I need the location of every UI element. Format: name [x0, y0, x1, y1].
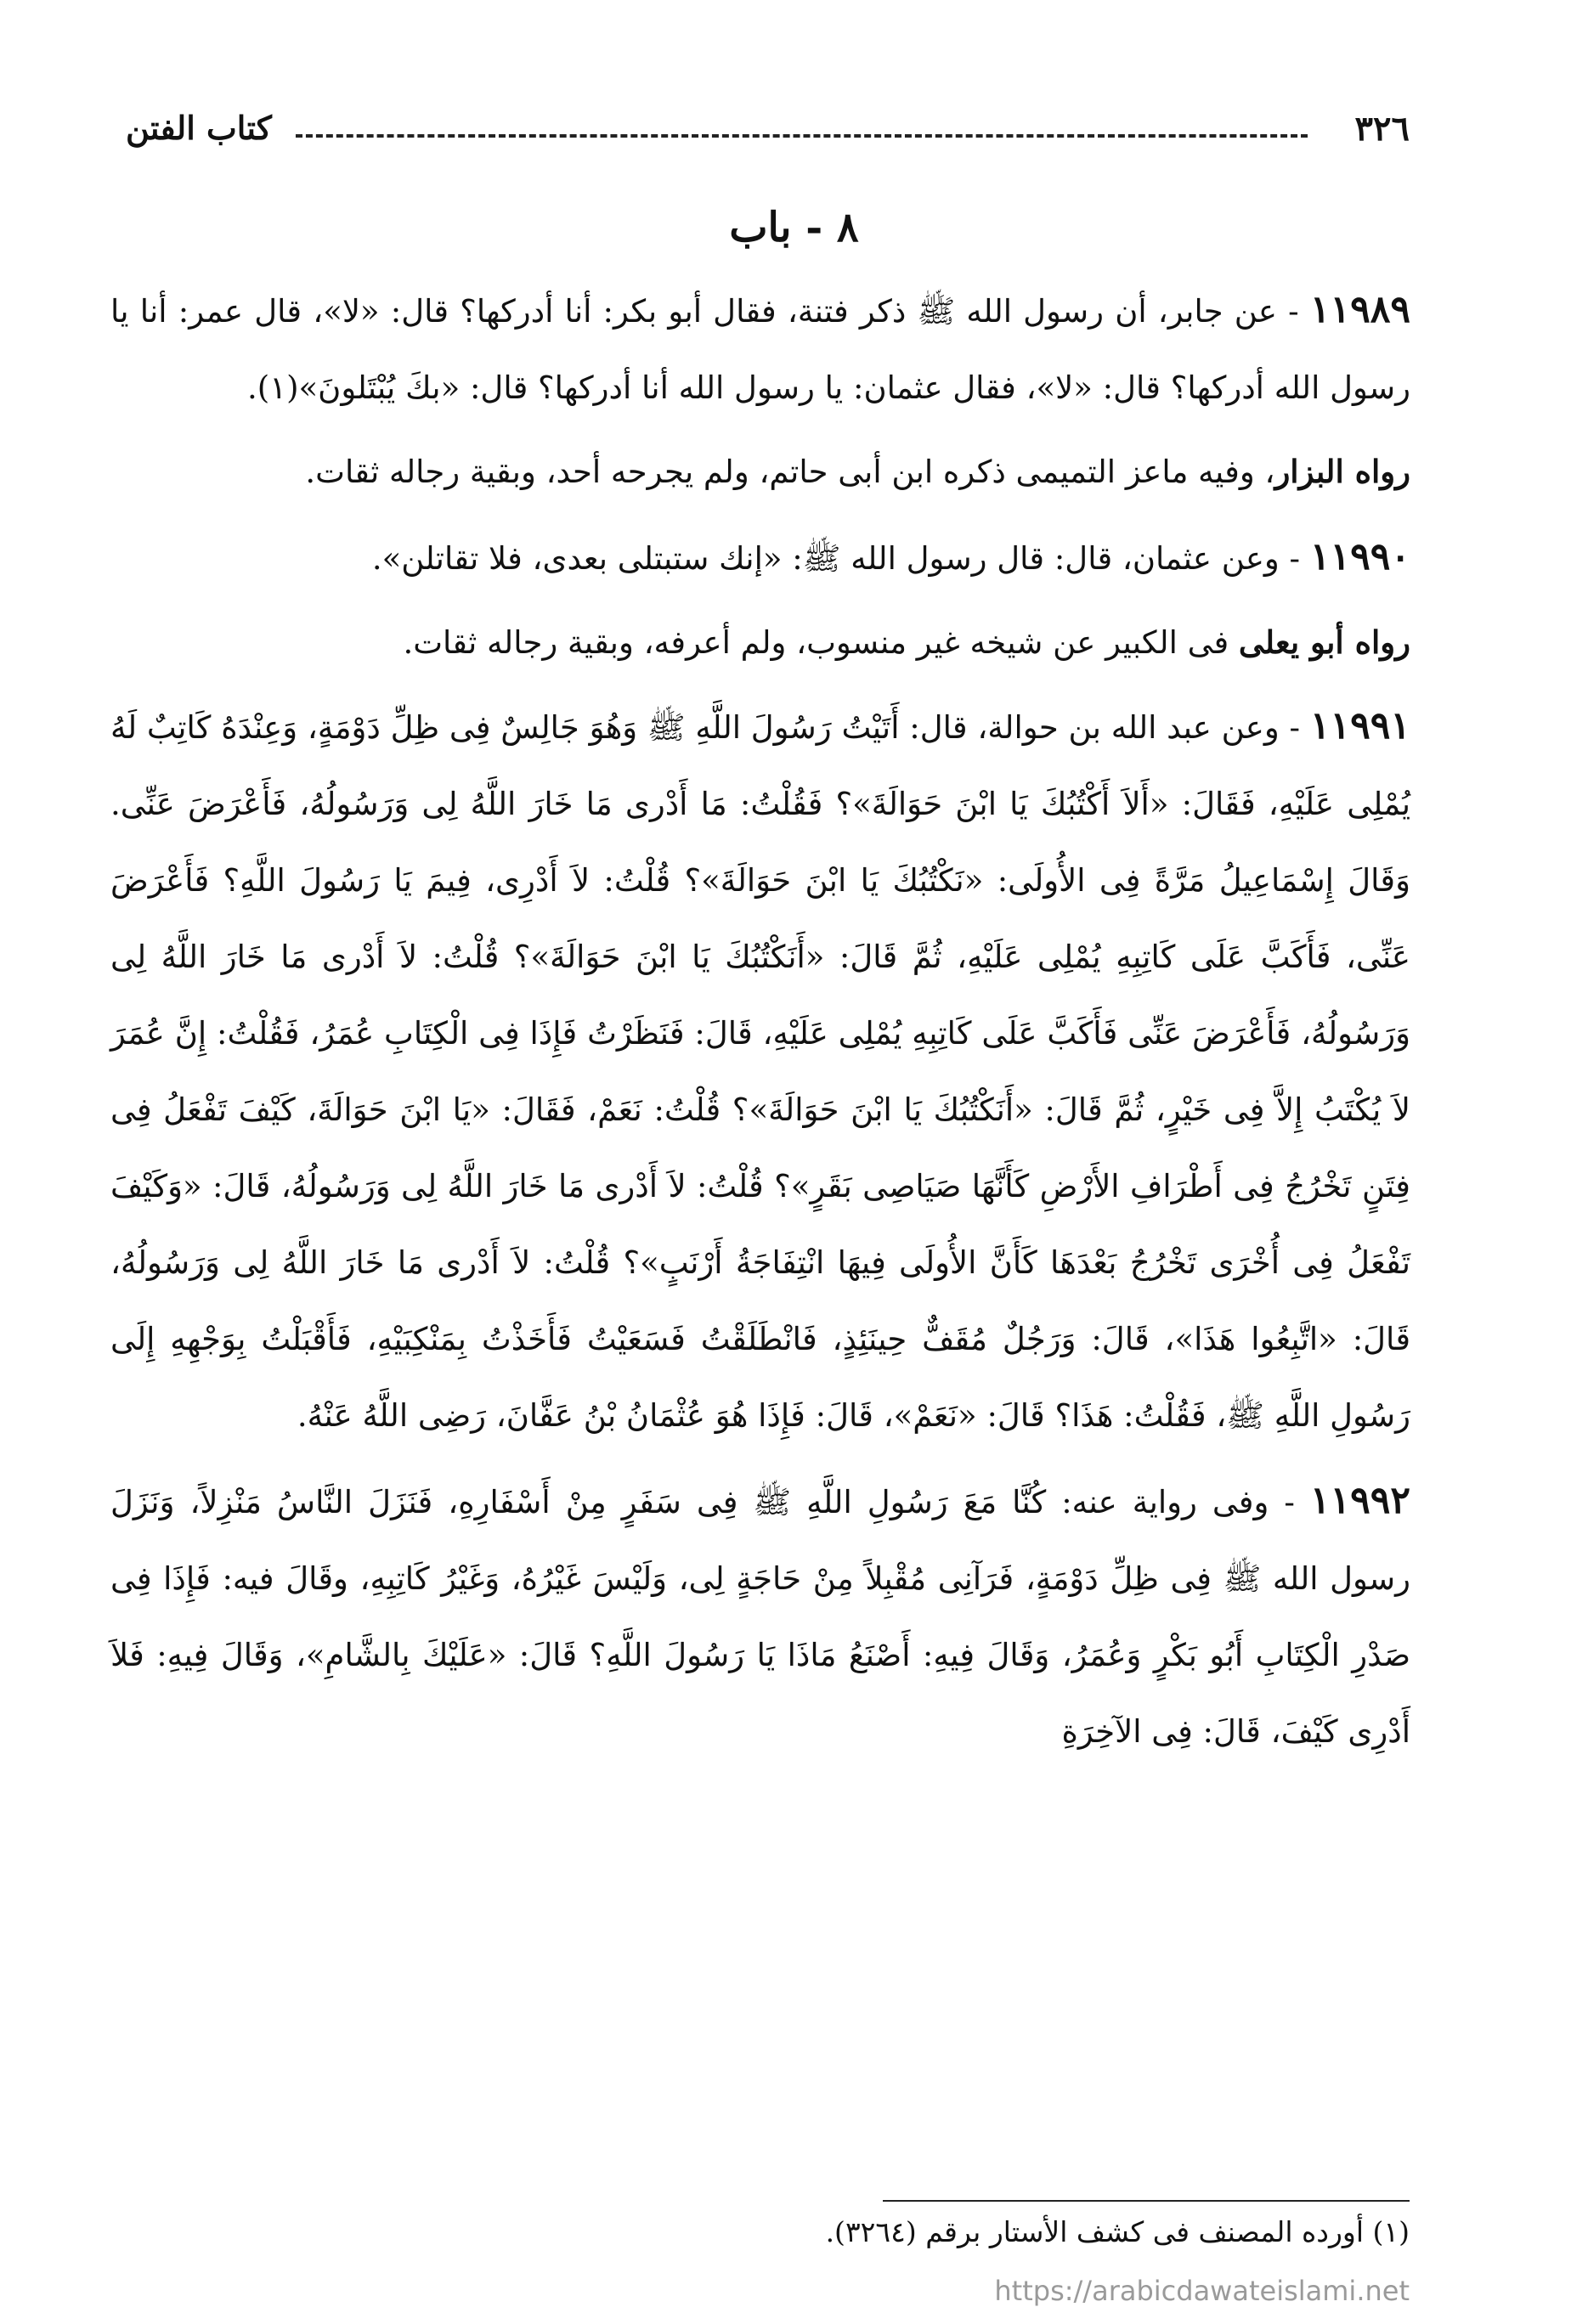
hadith-entry-11992 — [110, 1463, 1410, 1770]
page-number: ٣٢٦ — [1354, 109, 1410, 149]
hadith-text: - وفى رواية عنه: كُنَّا مَعَ رَسُولِ اللَّهِ ﷺ فِى سَفَرٍ مِنْ أَسْفَارِهِ، فَنَزَلَ النَّاسُ مَنْزِلاً، وَنَزَلَ رسول الله ﷺ فِى ظِلِّ دَوْمَةٍ، فَرَآنِى مُقْبِلاً مِنْ حَاجَةٍ لِى، وَلَيْسَ غَيْرُهُ، وَغَيْرُ كَاتِبِهِ، وقَالَ فيه: فَإِذَا فِى صَدْرِ الْكِتَابِ أَبُو بَكْرٍ وَعُمَرُ، وَقَالَ فِيهِ: أَصْنَعُ مَاذَا يَا رَسُولَ اللَّهِ؟ قَالَ: «عَلَيْكَ بِالشَّامِ»، وَقَالَ فِيهِ: فَلاَ أَدْرِى كَيْفَ، قَالَ: فِى الآخِرَةِ — [110, 1484, 1410, 1750]
watermark-url: https://arabicdawateislami.net — [994, 2275, 1410, 2307]
hadith-text: - وعن عثمان، قال: قال رسول الله ﷺ: «إنك ستبتلى بعدى، فلا تقاتلن». — [371, 540, 1310, 577]
book-title: كتاب الفتن — [126, 109, 272, 147]
footnote: (١) أورده المصنف فى كشف الأستار برقم (٣٢٦٤). — [825, 2215, 1410, 2248]
header-dashed-rule — [296, 134, 1308, 138]
hadith-number: ١١٩٨٩ — [1309, 288, 1410, 331]
hadith-entry-11991 — [110, 688, 1410, 1454]
hadith-text: - وعن عبد الله بن حوالة، قال: أَتَيْتُ رَسُولَ اللَّهِ ﷺ وَهُوَ جَالِسٌ فِى ظِلِّ دَوْمَةٍ، وَعِنْدَهُ كَاتِبٌ لَهُ يُمْلِى عَلَيْهِ، فَقَالَ: «أَلاَ أَكْتُبُكَ يَا ابْنَ حَوَالَةَ»؟ فَقُلْتُ: مَا أَدْرى مَا خَارَ اللَّهُ لِى وَرَسُولُهُ، فَأَعْرَضَ عَنِّى. وَقَالَ إِسْمَاعِيلُ مَرَّةً فِى الأُولَى: «نَكْتُبُكَ يَا ابْنَ حَوَالَةَ»؟ قُلْتُ: لاَ أَدْرِى، فِيمَ يَا رَسُولَ اللَّهِ؟ فَأَعْرَضَ عَنِّى، فَأَكَبَّ عَلَى كَاتِبِهِ يُمْلِى عَلَيْهِ، ثُمَّ قَالَ: «أَنَكْتُبُكَ يَا ابْنَ حَوَالَةَ»؟ قُلْتُ: لاَ أَدْرى مَا خَارَ اللَّهُ لِى وَرَسُولُهُ، فَأَعْرَضَ عَنِّى فَأَكَبَّ عَلَى كَاتِبِهِ يُمْلِى عَلَيْهِ، قَالَ: فَنَظَرْتُ فَإِذَا فِى الْكِتَابِ عُمَرُ، فَقُلْتُ: إِنَّ عُمَرَ لاَ يُكْتَبُ إِلاَّ فِى خَيْرٍ، ثُمَّ قَالَ: «أَنَكْتُبُكَ يَا ابْنَ حَوَالَةَ»؟ قُلْتُ: نَعَمْ، فَقَالَ: «يَا ابْنَ حَوَالَةَ، كَيْفَ تَفْعَلُ فِى فِتَنٍ تَخْرُجُ فِى أَطْرَافِ الأَرْضِ كَأَنَّهَا صَيَاصِى بَقَرٍ»؟ قُلْتُ: لاَ أَدْرى مَا خَارَ اللَّهُ لِى وَرَسُولُهُ، قَالَ: «وَكَيْفَ تَفْعَلُ فِى أُخْرَى تَخْرُجُ بَعْدَهَا كَأَنَّ الأُولَى فِيهَا انْتِفَاجَةُ أَرْنَبٍ»؟ قُلْتُ: لاَ أَدْرى مَا خَارَ اللَّهُ لِى وَرَسُولُهُ، قَالَ: «اتَّبِعُوا هَذَا»، قَالَ: وَرَجُلٌ مُقَفٌّ حِينَئِذٍ، فَانْطَلَقْتُ فَسَعَيْتُ فَأَخَذْتُ بِمَنْكِبَيْهِ، فَأَقْبَلْتُ بِوَجْهِهِ إِلَى رَسُولِ اللَّهِ ﷺ، فَقُلْتُ: هَذَا؟ قَالَ: «نَعَمْ»، قَالَ: فَإِذَا هُوَ عُثْمَانُ بْنُ عَفَّانَ، رَضِى اللَّهُ عَنْهُ. — [110, 709, 1410, 1434]
hadith-number: ١١٩٩١ — [1309, 704, 1410, 747]
hadith-number: ١١٩٩٢ — [1309, 1479, 1410, 1522]
source-note — [110, 604, 1410, 681]
source-text: فى الكبير عن شيخه غير منسوب، ولم أعرفه، وبقية رجاله ثقات. — [403, 624, 1239, 661]
footnote-rule — [883, 2200, 1410, 2202]
hadith-number: ١١٩٩٠ — [1309, 535, 1410, 578]
chapter-title: ٨ - باب — [729, 204, 859, 251]
source-note — [110, 433, 1410, 510]
hadith-entry-11990 — [110, 519, 1410, 597]
source-label: رواه البزار — [1274, 453, 1410, 490]
source-text: ، وفيه ماعز التميمى ذكره ابن أبى حاتم، ولم يجرحه أحد، وبقية رجاله ثقات. — [305, 454, 1275, 490]
hadith-text: - عن جابر، أن رسول الله ﷺ ذكر فتنة، فقال أبو بكر: أنا أدركها؟ قال: «لا»، قال عمر: أنا يا رسول الله أدركها؟ قال: «لا»، فقال عثمان: يا رسول الله أنا أدركها؟ قال: «بكَ يُبْتَلونَ»(١). — [110, 293, 1410, 406]
source-label: رواه أبو يعلى — [1238, 623, 1410, 661]
hadith-entry-11989 — [110, 272, 1410, 426]
main-text — [110, 272, 1410, 1777]
page-header — [126, 109, 1410, 160]
